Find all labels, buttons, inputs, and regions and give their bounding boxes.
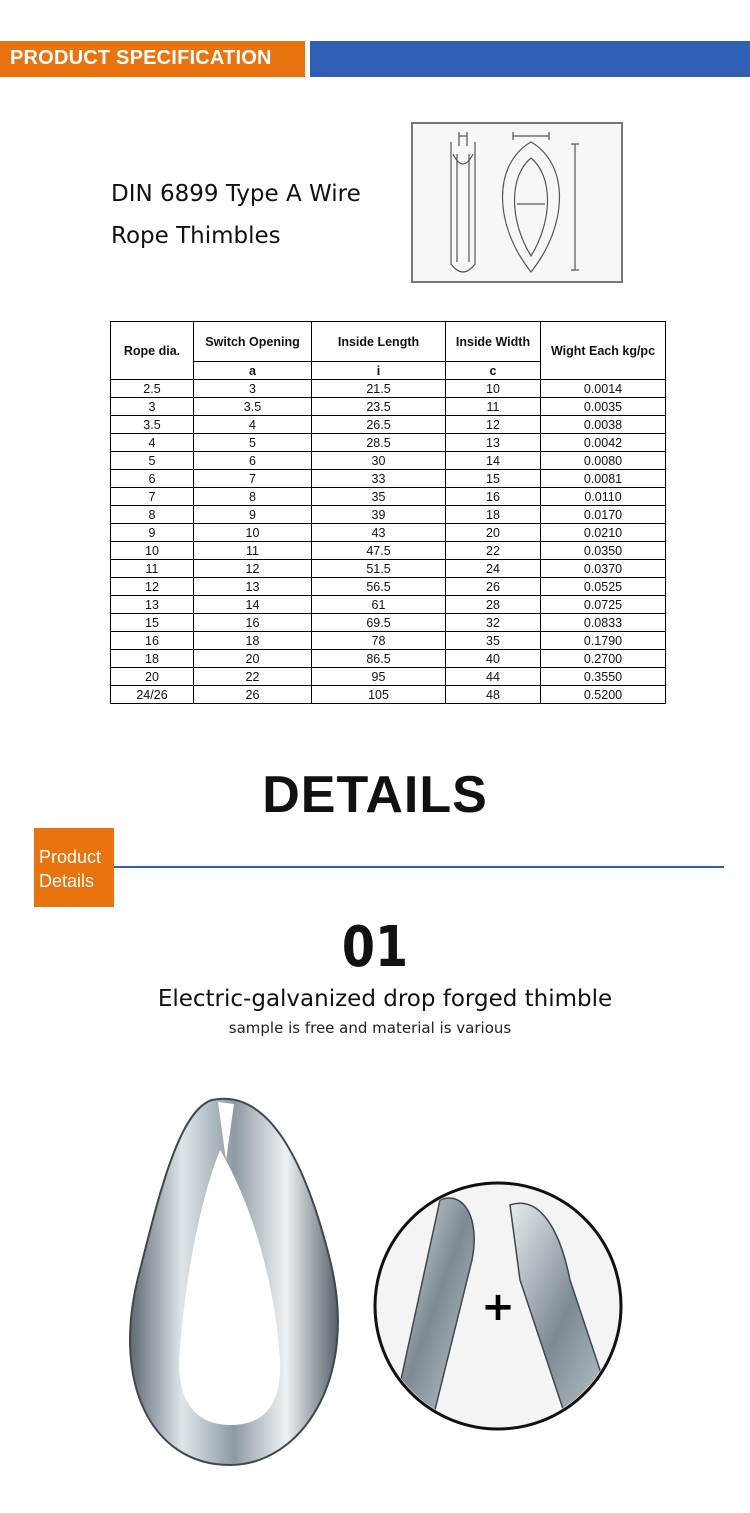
table-cell: 24/26 (111, 686, 194, 704)
table-cell: 86.5 (312, 650, 446, 668)
table-cell: 0.0350 (541, 542, 666, 560)
column-header: Inside Length (312, 322, 446, 362)
table-cell: 20 (194, 650, 312, 668)
table-cell: 20 (111, 668, 194, 686)
table-cell: 11 (446, 398, 541, 416)
table-cell: 3 (194, 380, 312, 398)
table-cell: 20 (446, 524, 541, 542)
table-cell: 13 (446, 434, 541, 452)
table-row (111, 578, 666, 596)
table-cell: 28.5 (312, 434, 446, 452)
table-cell: 56.5 (312, 578, 446, 596)
product-details-badge (34, 828, 114, 907)
specification-table (110, 321, 666, 704)
section-title: PRODUCT SPECIFICATION (10, 47, 272, 69)
table-cell: 0.3550 (541, 668, 666, 686)
badge-line1: Product (39, 847, 102, 867)
table-cell: 51.5 (312, 560, 446, 578)
table-row (111, 650, 666, 668)
column-header: Switch Opening (194, 322, 312, 362)
product-photo (100, 1080, 650, 1480)
section-divider (114, 866, 724, 868)
table-cell: 14 (446, 452, 541, 470)
table-cell: 69.5 (312, 614, 446, 632)
table-cell: 0.5200 (541, 686, 666, 704)
table-cell: 15 (111, 614, 194, 632)
table-cell: 6 (111, 470, 194, 488)
column-header: Inside Width (446, 322, 541, 362)
thimble-photo-icon (100, 1080, 650, 1480)
table-row (111, 686, 666, 704)
table-cell: 28 (446, 596, 541, 614)
table-cell: 5 (194, 434, 312, 452)
table-cell: 11 (111, 560, 194, 578)
table-row (111, 434, 666, 452)
table-cell: 16 (111, 632, 194, 650)
table-cell: 6 (194, 452, 312, 470)
table-cell: 13 (194, 578, 312, 596)
table-row (111, 668, 666, 686)
table-row (111, 488, 666, 506)
table-row (111, 596, 666, 614)
technical-drawing (411, 122, 623, 283)
table-cell: 4 (194, 416, 312, 434)
table-cell: 16 (446, 488, 541, 506)
table-cell: 33 (312, 470, 446, 488)
column-header: Wight Each kg/pc (541, 322, 666, 380)
details-heading: DETAILS (262, 766, 488, 824)
table-cell: 11 (194, 542, 312, 560)
table-cell: 78 (312, 632, 446, 650)
column-subheader: a (194, 362, 312, 380)
badge-line2: Details (39, 871, 95, 891)
table-row (111, 506, 666, 524)
detail-number: 01 (341, 915, 409, 980)
table-row (111, 380, 666, 398)
table-cell: 0.0042 (541, 434, 666, 452)
table-cell: 0.0170 (541, 506, 666, 524)
table-cell: 0.0210 (541, 524, 666, 542)
table-cell: 22 (194, 668, 312, 686)
table-cell: 0.0370 (541, 560, 666, 578)
table-row (111, 560, 666, 578)
table-row (111, 632, 666, 650)
thimble-drawing-icon (413, 124, 621, 281)
table-row (111, 524, 666, 542)
table-cell: 40 (446, 650, 541, 668)
table-cell: 23.5 (312, 398, 446, 416)
table-cell: 18 (194, 632, 312, 650)
table-cell: 26 (446, 578, 541, 596)
table-cell: 15 (446, 470, 541, 488)
table-row (111, 398, 666, 416)
table-row (111, 470, 666, 488)
table-cell: 7 (194, 470, 312, 488)
table-cell: 47.5 (312, 542, 446, 560)
table-row (111, 452, 666, 470)
table-cell: 39 (312, 506, 446, 524)
table-cell: 0.2700 (541, 650, 666, 668)
table-cell: 0.0725 (541, 596, 666, 614)
table-cell: 105 (312, 686, 446, 704)
product-title-line2: Rope Thimbles (111, 223, 281, 249)
header-blue-band (310, 41, 750, 77)
table-cell: 16 (194, 614, 312, 632)
table-cell: 13 (111, 596, 194, 614)
table-row (111, 542, 666, 560)
table-cell: 7 (111, 488, 194, 506)
table-cell: 30 (312, 452, 446, 470)
table-cell: 5 (111, 452, 194, 470)
table-cell: 10 (446, 380, 541, 398)
table-cell: 0.1790 (541, 632, 666, 650)
detail-note: sample is free and material is various (228, 1019, 512, 1037)
table-cell: 0.0110 (541, 488, 666, 506)
table-cell: 95 (312, 668, 446, 686)
table-cell: 3.5 (194, 398, 312, 416)
table-cell: 48 (446, 686, 541, 704)
product-title-line1: DIN 6899 Type A Wire (111, 181, 361, 207)
table-cell: 12 (111, 578, 194, 596)
table-cell: 0.0525 (541, 578, 666, 596)
table-cell: 26.5 (312, 416, 446, 434)
table-cell: 0.0038 (541, 416, 666, 434)
table-cell: 44 (446, 668, 541, 686)
column-subheader: i (312, 362, 446, 380)
table-cell: 8 (111, 506, 194, 524)
table-cell: 0.0014 (541, 380, 666, 398)
table-cell: 3 (111, 398, 194, 416)
table-cell: 9 (194, 506, 312, 524)
table-cell: 21.5 (312, 380, 446, 398)
table-cell: 0.0833 (541, 614, 666, 632)
table-header-row (111, 322, 666, 362)
table-cell: 61 (312, 596, 446, 614)
table-cell: 10 (194, 524, 312, 542)
table-cell: 3.5 (111, 416, 194, 434)
table-cell: 12 (446, 416, 541, 434)
table-cell: 12 (194, 560, 312, 578)
table-cell: 0.0035 (541, 398, 666, 416)
table-cell: 18 (111, 650, 194, 668)
table-cell: 8 (194, 488, 312, 506)
table-cell: 26 (194, 686, 312, 704)
table-row (111, 614, 666, 632)
table-cell: 18 (446, 506, 541, 524)
detail-subtitle: Electric-galvanized drop forged thimble (157, 986, 613, 1012)
column-header: Rope dia. (111, 322, 194, 380)
table-cell: 0.0080 (541, 452, 666, 470)
table-cell: 10 (111, 542, 194, 560)
table-cell: 35 (312, 488, 446, 506)
table-cell: 22 (446, 542, 541, 560)
table-cell: 32 (446, 614, 541, 632)
table-cell: 14 (194, 596, 312, 614)
table-cell: 0.0081 (541, 470, 666, 488)
product-title (111, 173, 361, 257)
table-cell: 9 (111, 524, 194, 542)
column-subheader: c (446, 362, 541, 380)
table-cell: 24 (446, 560, 541, 578)
table-cell: 43 (312, 524, 446, 542)
table-cell: 35 (446, 632, 541, 650)
zoom-plus: + (481, 1284, 515, 1330)
table-cell: 4 (111, 434, 194, 452)
table-cell: 2.5 (111, 380, 194, 398)
table-row (111, 416, 666, 434)
